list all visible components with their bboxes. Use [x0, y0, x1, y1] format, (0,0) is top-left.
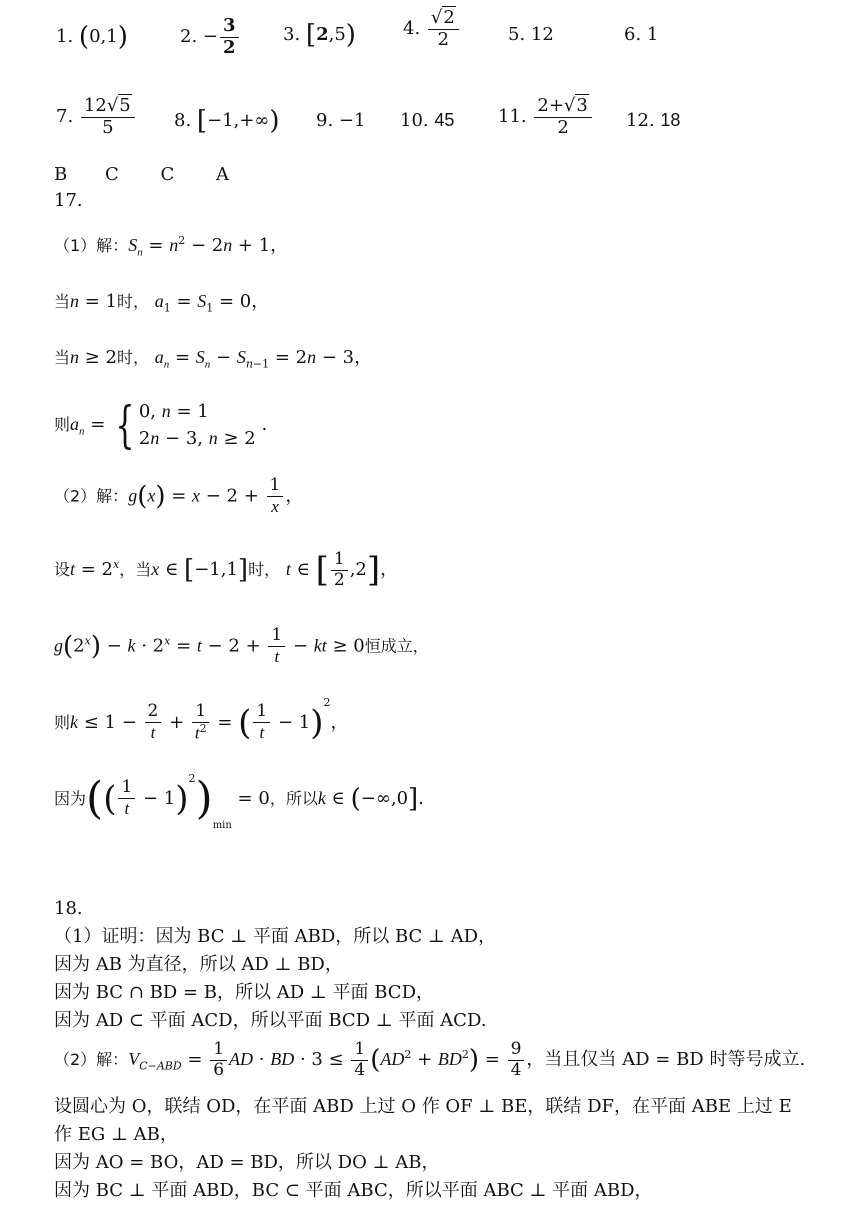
q18-line-1: （1）证明：因为 BC ⊥ 平面 ABD，所以 BC ⊥ AD，: [54, 926, 497, 947]
answer-7: 7. $\frac{12√5}{5}$: [56, 96, 137, 138]
q17-k-bound: 则k ≤ 1 − $\frac{2}{t}$ + $\frac{1}{t^2}$ = ( $\frac{1}{t}$ − 1)$^2$，: [54, 696, 349, 743]
answer-2: 2. − $\frac{3}{2}$: [180, 16, 241, 58]
q18-label: 18.: [54, 898, 83, 919]
answer-3: 3. [2,5): [283, 20, 356, 50]
q17-inequality: $g(2^x) - k \cdot 2^x = t - 2$ + $\frac{1}{t}$ − kt ≥ 0恒成立，: [54, 625, 429, 666]
answer-6: 6. 1: [624, 24, 659, 45]
answer-12: 12. 18: [626, 110, 681, 131]
q17-part2: （2）解：g(x) = x − 2 + $\frac{1}{x}$ ，: [54, 475, 304, 516]
answer-9: 9. −1: [316, 110, 366, 131]
q18-line-4: 因为 AD ⊂ 平面 ACD，所以平面 BCD ⊥ 平面 ACD.: [54, 1010, 487, 1031]
answer-10: 10. 45: [400, 110, 455, 131]
answer-4: 4. $\frac{√2}{2}$: [403, 8, 461, 50]
q17-case-n1: 当n = 1时， $a_1 = S_1 = 0$，: [54, 291, 270, 315]
q17-label: 17.: [54, 190, 83, 211]
q17-case-n2: 当n ≥ 2时， $a_n = S_n - S_{n-1} = 2n - 3$，: [54, 347, 373, 371]
q17-conclusion: 因为(( $\frac{1}{t}$ − $1)^2)_{min} = 0$，所以k ∈ (−∞,0].: [54, 772, 424, 831]
q18-line-6: 设圆心为 O，联结 OD，在平面 ABD 上过 O 作 OF ⊥ BE，联结 DF，在平面 ABE 上过 E: [54, 1096, 792, 1117]
q17-an-cases: 则$a_n$ = { 0, n = 1 2n − 3, n ≥ 2 .: [54, 396, 268, 455]
q18-line-9: 因为 BC ⊥ 平面 ABD，BC ⊂ 平面 ABC，所以平面 ABC ⊥ 平面 ABD，: [54, 1180, 653, 1201]
q18-line-8: 因为 AO = BO，AD = BD，所以 DO ⊥ AB，: [54, 1152, 440, 1173]
answer-1: 1. (0,1): [56, 22, 128, 52]
answer-5: 5. 12: [508, 24, 554, 45]
q18-line-2: 因为 AB 为直径，所以 AD ⊥ BD，: [54, 954, 343, 975]
answer-8: 8. [−1,+∞): [174, 106, 280, 136]
choice-answers: B C C A: [54, 164, 229, 185]
q17-substitution: 设$t = 2^x$，当x ∈ [−1,1]时， t ∈ [ $\frac{1}{2}$ ,2]，: [54, 549, 399, 591]
q18-line-3: 因为 BC ∩ BD = B，所以 AD ⊥ 平面 BCD，: [54, 982, 435, 1003]
answer-11: 11. $\frac{2+√3}{2}$: [498, 96, 594, 138]
q18-part2: （2）解：$V_{C-ABD}$ = $\frac{1}{6}$ AD · BD · 3 ≤ $\frac{1}{4}$ $(AD^2 + BD^2)$ = $\frac{9}{4}$ ，当且仅当 AD = BD 时等号成立.: [54, 1039, 806, 1080]
q17-part1: （1）解：$S_n = n^2 - 2n + 1$，: [54, 234, 289, 259]
q18-line-7: 作 EG ⊥ AB，: [54, 1124, 178, 1145]
